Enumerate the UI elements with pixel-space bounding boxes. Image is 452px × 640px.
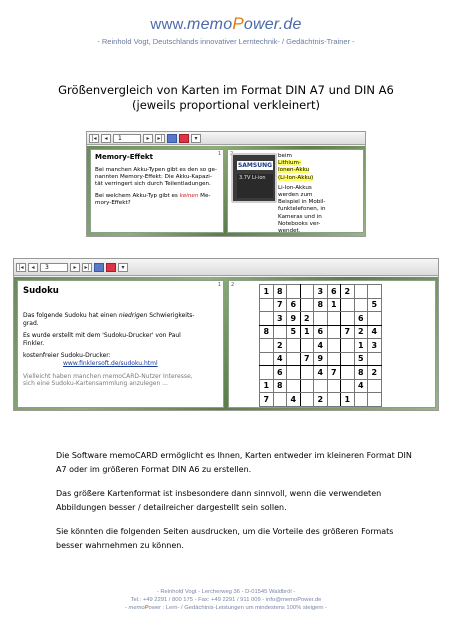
sudoku-cell [368,393,382,407]
sudoku-cell [314,312,328,326]
brand-prefix: www. [150,16,188,33]
sudoku-cell: 1 [341,393,355,407]
card1-answer-text [278,153,363,235]
sudoku-cell [327,393,341,407]
card1-note4: funktelefonen, in [278,206,326,213]
first-page-icon[interactable]: |◂ [16,263,26,272]
sudoku-cell [300,298,314,312]
card1-question-text [95,167,223,207]
title-line-2: (jeweils proportional verkleinert) [132,98,320,112]
sudoku-cell: 8 [314,298,328,312]
sudoku-row [260,298,382,312]
card1-note6: Notebooks ver- [278,220,321,227]
card1-answer-pane [227,149,364,233]
body-paragraph-3: Sie könnten die folgenden Seiten ausdrucken, um die Vorteile des größeren Formats besser wahrnehmen zu können. [56,527,394,550]
card1-answer3: Ionen-Akku [278,167,310,174]
sudoku-cell [341,379,355,393]
card1-question-pane [90,149,224,233]
card2-p2a: Es wurde erstellt mit dem 'Sudoku-Drucker' von Paul [23,332,181,340]
option-icon[interactable]: ▾ [191,134,201,143]
view-icon[interactable] [94,263,104,272]
card1-q4a: Bei welchem Akku-Typ gibt es [95,192,180,199]
battery-brand: SAMSUNG [237,162,273,169]
sudoku-grid [259,284,381,406]
tagline: - Reinhold Vogt, Deutschlands innovativer Lerntechnik- / Gedächtnis-Trainer - [97,37,355,46]
sudoku-cell: 2 [273,339,287,353]
card1-note5: Kameras und in [278,213,322,220]
battery-image [231,153,277,203]
footer-slogan [0,604,452,612]
footer-address: - Reinhold Vogt - Lercherweg 36 - D-01545 Waldbröl - [156,589,296,595]
view-icon[interactable] [167,134,177,143]
sudoku-cell: 7 [273,298,287,312]
card1-note1: Li-Ion-Akkus [278,184,312,191]
title-line-1: Größenvergleich von Karten im Format DIN A7 und DIN A6 [58,83,394,97]
card2-p1a: Das folgende Sudoku hat einen [23,312,119,319]
sudoku-cell: 4 [354,379,368,393]
sudoku-cell: 3 [314,285,328,299]
card-din-a7-window [86,131,366,237]
sudoku-row [260,325,382,339]
card1-note3: Beispiel in Mobil- [278,199,326,206]
card2-p2b: Finkler. [23,339,45,347]
sudoku-cell [354,298,368,312]
sudoku-cell [341,339,355,353]
sudoku-cell: 8 [354,366,368,380]
sudoku-cell: 4 [368,325,382,339]
prev-page-icon[interactable]: ◂ [101,134,111,143]
sudoku-cell: 5 [368,298,382,312]
sudoku-cell [300,393,314,407]
card2-question-text [23,312,223,388]
sudoku-cell [260,339,274,353]
sudoku-cell: 9 [287,312,301,326]
sudoku-cell [327,325,341,339]
card2-page-field[interactable]: 3 [40,263,68,272]
sudoku-row [260,393,382,407]
sudoku-cell [327,339,341,353]
sudoku-cell: 9 [314,352,328,366]
footer-memo: - memo [124,605,145,611]
option-icon[interactable]: ▾ [118,263,128,272]
last-page-icon[interactable]: ▸| [82,263,92,272]
sudoku-cell [287,366,301,380]
sudoku-cell [368,312,382,326]
card2-pane-number: 1 [217,282,221,288]
card2-p1c: Schwierigkeits- [147,312,195,319]
sudoku-row [260,366,382,380]
sudoku-row [260,379,382,393]
footer-contact: Tel.: +49 2291 / 800 175 - Fax: +49 2291 / 911 009 - info@memoPower.de [130,597,322,603]
card2-p3: kostenfreier Sudoku-Drucker: [23,352,111,360]
sudoku-cell: 2 [300,312,314,326]
card1-answer1: beim [278,153,292,159]
sudoku-cell: 6 [287,298,301,312]
sudoku-cell [327,379,341,393]
sudoku-cell: 8 [273,285,287,299]
sudoku-cell: 2 [341,285,355,299]
card2-p1d: grad. [23,319,39,327]
sudoku-cell [368,285,382,299]
card1-q4c: Me- [198,192,211,199]
sudoku-cell [341,298,355,312]
sudoku-cell: 6 [327,285,341,299]
sudoku-cell: 7 [260,393,274,407]
footer-p: P [144,605,149,611]
battery-text: 3.7V Li-ion [239,175,266,181]
sudoku-cell: 4 [314,339,328,353]
sudoku-cell: 4 [287,393,301,407]
card1-q5: mory-Effekt? [95,199,131,206]
sudoku-cell [260,366,274,380]
first-page-icon[interactable]: |◂ [89,134,99,143]
sudoku-cell: 3 [368,339,382,353]
sudoku-cell: 5 [287,325,301,339]
footer-slogan-text: ower : Lern- / Gedächtnis-Leistungen um mindestens 100% steigern - [148,605,328,611]
last-page-icon[interactable]: ▸| [155,134,165,143]
sudoku-cell [327,312,341,326]
sudoku-cell [354,285,368,299]
sudoku-cell: 8 [273,379,287,393]
body-paragraph-1: Die Software memoCARD ermöglicht es Ihnen, Karten entweder im kleineren Format DIN A7 oder im größeren Format DIN A6 zu erstellen. [56,451,412,474]
sudoku-row [260,285,382,299]
card2-p4b: sich eine Sudoku-Kartensammlung anzulegen ... [23,380,168,388]
sudoku-cell [368,352,382,366]
sudoku-cell: 8 [260,325,274,339]
card1-q2: nannten Memory-Effekt: Die Akku-Kapazi- [95,174,212,181]
card1-toolbar [87,132,365,145]
brand-logo [0,14,452,34]
sudoku-cell [287,339,301,353]
sudoku-cell: 6 [314,325,328,339]
card1-note2: werden zum [278,192,313,199]
sudoku-cell: 6 [273,366,287,380]
sudoku-cell [300,366,314,380]
sudoku-cell [260,312,274,326]
flag-icon[interactable] [106,263,116,272]
sudoku-cell [341,352,355,366]
card2-toolbar [14,259,438,276]
card1-answer4: (Li-Ion-Akku) [278,174,314,181]
body-paragraph-2: Das größere Kartenformat ist insbesondere dann sinnvoll, wenn die verwendeten Abbildungen besser / detailreicher dargestellt sein sollen. [56,489,382,512]
prev-page-icon[interactable]: ◂ [28,263,38,272]
sudoku-cell: 1 [260,379,274,393]
sudoku-cell [260,352,274,366]
card2-heading: Sudoku [23,286,59,296]
card2-p1b: niedrigen [118,312,148,319]
sudoku-cell [341,366,355,380]
sudoku-cell [300,339,314,353]
sudoku-cell [287,379,301,393]
sudoku-cell: 4 [273,352,287,366]
sudoku-cell [300,379,314,393]
sudoku-cell [368,379,382,393]
sudoku-cell [273,325,287,339]
flag-icon[interactable] [179,134,189,143]
sudoku-cell: 6 [354,312,368,326]
sudoku-cell [354,393,368,407]
sudoku-cell: 7 [300,352,314,366]
sudoku-row [260,352,382,366]
sudoku-cell [314,379,328,393]
sudoku-cell [287,285,301,299]
sudoku-cell: 1 [260,285,274,299]
sudoku-cell [273,393,287,407]
sudoku-cell: 2 [354,325,368,339]
brand-memo: memo [187,16,233,33]
sudoku-cell: 1 [327,298,341,312]
next-page-icon[interactable]: ▸ [70,263,80,272]
sudoku-cell: 2 [368,366,382,380]
page-title [0,83,452,113]
card2-question-pane [17,280,224,408]
sudoku-cell: 4 [314,366,328,380]
sudoku-link[interactable]: www.finklersoft.de/sudoku.html [63,359,158,367]
sudoku-cell: 5 [354,352,368,366]
next-page-icon[interactable]: ▸ [143,134,153,143]
sudoku-cell [341,312,355,326]
card2-p4a: Vielleicht haben manchen memoCARD-Nutzer Interesse, [23,372,193,380]
sudoku-cell [260,298,274,312]
page-footer [0,588,452,612]
card2-answer-pane [228,280,436,408]
card1-q1: Bei manchen Akku-Typen gibt es den so ge- [95,167,217,173]
page-header [0,14,452,46]
sudoku-cell: 7 [327,366,341,380]
sudoku-cell: 1 [354,339,368,353]
card1-heading: Memory-Effekt [95,153,153,161]
sudoku-row [260,312,382,326]
card1-q3: tät verringert sich durch Teilentladungen. [95,181,211,188]
sudoku-cell [300,285,314,299]
sudoku-cell: 1 [300,325,314,339]
card1-q4b: keinen [179,192,199,199]
card1-answer2: Lithium- [278,160,301,167]
card1-page-field[interactable]: 1 [113,134,141,143]
card1-pane-number: 1 [217,151,221,157]
brand-p: P [232,14,244,33]
card2-p1 [23,312,223,320]
sudoku-cell [327,352,341,366]
sudoku-cell: 7 [341,325,355,339]
card2-pane2-number: 2 [231,282,235,288]
brand-suffix: ower.de [243,16,302,33]
card-din-a6-window [13,258,439,411]
card1-q4 [95,193,223,200]
sudoku-cell: 2 [314,393,328,407]
card1-note7: wendet. [278,228,301,235]
sudoku-row [260,339,382,353]
sudoku-cell: 3 [273,312,287,326]
sudoku-cell [287,352,301,366]
sudoku-table [259,284,382,407]
